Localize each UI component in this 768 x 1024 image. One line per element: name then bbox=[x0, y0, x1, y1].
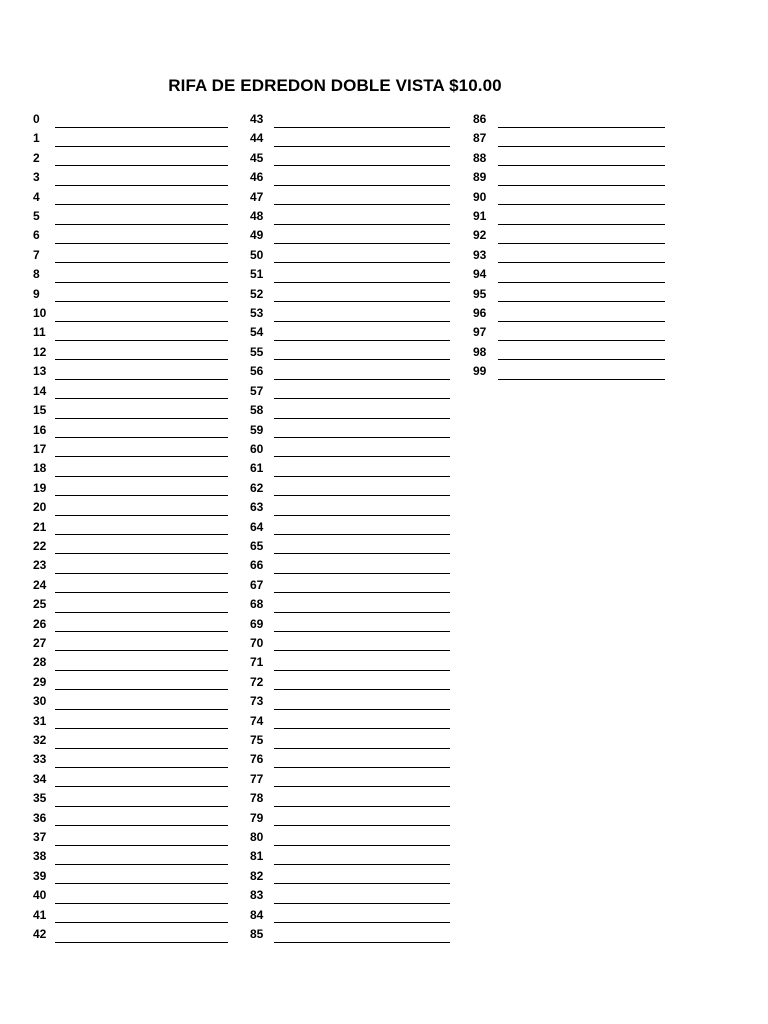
name-blank-line[interactable] bbox=[55, 592, 228, 593]
page-title: RIFA DE EDREDON DOBLE VISTA $10.00 bbox=[168, 76, 502, 95]
raffle-number: 27 bbox=[33, 635, 47, 650]
name-blank-line[interactable] bbox=[274, 340, 450, 341]
raffle-number: 1 bbox=[33, 131, 40, 146]
raffle-number: 29 bbox=[33, 674, 47, 689]
name-blank-line[interactable] bbox=[274, 806, 450, 807]
name-blank-line[interactable] bbox=[274, 185, 450, 186]
raffle-number: 64 bbox=[250, 519, 264, 534]
name-blank-line[interactable] bbox=[55, 922, 228, 923]
raffle-number: 72 bbox=[250, 674, 264, 689]
raffle-number: 32 bbox=[33, 733, 47, 747]
name-blank-line[interactable] bbox=[55, 845, 228, 846]
name-blank-line[interactable] bbox=[55, 903, 228, 904]
name-blank-line[interactable] bbox=[498, 282, 665, 283]
name-blank-line[interactable] bbox=[55, 748, 228, 749]
raffle-number: 11 bbox=[33, 325, 46, 340]
name-blank-line[interactable] bbox=[498, 185, 665, 186]
raffle-number: 18 bbox=[33, 461, 47, 476]
raffle-number: 7 bbox=[33, 247, 40, 262]
raffle-number: 74 bbox=[250, 713, 264, 728]
name-blank-line[interactable] bbox=[55, 728, 228, 729]
name-blank-line[interactable] bbox=[274, 670, 450, 671]
name-blank-line[interactable] bbox=[274, 573, 450, 574]
name-blank-line[interactable] bbox=[274, 709, 450, 710]
raffle-number: 89 bbox=[473, 170, 487, 185]
raffle-number: 15 bbox=[33, 403, 47, 418]
raffle-number: 9 bbox=[33, 286, 40, 301]
raffle-number: 94 bbox=[473, 267, 487, 282]
name-blank-line[interactable] bbox=[55, 456, 228, 457]
raffle-number: 57 bbox=[250, 383, 264, 398]
name-blank-line[interactable] bbox=[55, 379, 228, 380]
name-blank-line[interactable] bbox=[55, 127, 228, 128]
name-blank-line[interactable] bbox=[274, 165, 450, 166]
name-blank-line[interactable] bbox=[274, 301, 450, 302]
name-blank-line[interactable] bbox=[274, 748, 450, 749]
raffle-number: 22 bbox=[33, 538, 47, 553]
name-blank-line[interactable] bbox=[55, 321, 228, 322]
raffle-number: 19 bbox=[33, 480, 47, 495]
name-blank-line[interactable] bbox=[55, 398, 228, 399]
raffle-number: 80 bbox=[250, 830, 264, 845]
name-blank-line[interactable] bbox=[274, 728, 450, 729]
name-blank-line[interactable] bbox=[55, 709, 228, 710]
raffle-number: 17 bbox=[33, 441, 47, 456]
raffle-number: 10 bbox=[33, 306, 47, 321]
raffle-number: 5 bbox=[33, 209, 40, 224]
raffle-number: 55 bbox=[250, 344, 264, 359]
name-blank-line[interactable] bbox=[55, 476, 228, 477]
raffle-number: 59 bbox=[250, 422, 264, 437]
raffle-number: 39 bbox=[33, 868, 47, 883]
name-blank-line[interactable] bbox=[55, 359, 228, 360]
raffle-number: 4 bbox=[33, 189, 40, 204]
name-blank-line[interactable] bbox=[274, 650, 450, 651]
raffle-number: 45 bbox=[250, 150, 264, 165]
raffle-number: 2 bbox=[33, 150, 40, 165]
raffle-number: 78 bbox=[250, 791, 264, 806]
name-blank-line[interactable] bbox=[274, 592, 450, 593]
raffle-number: 24 bbox=[33, 577, 47, 592]
name-blank-line[interactable] bbox=[55, 146, 228, 147]
name-blank-line[interactable] bbox=[55, 573, 228, 574]
name-blank-line[interactable] bbox=[274, 786, 450, 787]
raffle-number: 21 bbox=[33, 519, 47, 534]
name-blank-line[interactable] bbox=[55, 883, 228, 884]
name-blank-line[interactable] bbox=[274, 689, 450, 690]
name-blank-line[interactable] bbox=[55, 495, 228, 496]
raffle-number: 86 bbox=[473, 112, 487, 126]
raffle-number: 75 bbox=[250, 733, 264, 747]
name-blank-line[interactable] bbox=[274, 515, 450, 516]
raffle-number: 69 bbox=[250, 616, 264, 631]
raffle-number: 35 bbox=[33, 791, 47, 806]
raffle-number: 54 bbox=[250, 325, 264, 340]
raffle-number: 49 bbox=[250, 228, 264, 243]
name-blank-line[interactable] bbox=[274, 437, 450, 438]
name-blank-line[interactable] bbox=[55, 515, 228, 516]
raffle-number: 63 bbox=[250, 500, 264, 515]
raffle-number: 43 bbox=[250, 112, 264, 126]
raffle-number: 90 bbox=[473, 189, 487, 204]
raffle-number: 96 bbox=[473, 306, 487, 321]
raffle-number: 51 bbox=[250, 267, 264, 282]
raffle-number: 33 bbox=[33, 752, 47, 767]
raffle-number: 83 bbox=[250, 888, 264, 903]
raffle-number: 98 bbox=[473, 344, 487, 359]
name-blank-line[interactable] bbox=[274, 767, 450, 768]
name-blank-line[interactable] bbox=[274, 282, 450, 283]
name-blank-line[interactable] bbox=[55, 243, 228, 244]
name-blank-line[interactable] bbox=[274, 146, 450, 147]
name-blank-line[interactable] bbox=[55, 185, 228, 186]
name-blank-line[interactable] bbox=[274, 845, 450, 846]
raffle-number: 99 bbox=[473, 364, 487, 379]
name-blank-line[interactable] bbox=[274, 398, 450, 399]
name-blank-line[interactable] bbox=[274, 883, 450, 884]
name-blank-line[interactable] bbox=[274, 379, 450, 380]
raffle-number: 79 bbox=[250, 810, 264, 825]
raffle-number: 95 bbox=[473, 286, 487, 301]
name-blank-line[interactable] bbox=[274, 359, 450, 360]
name-blank-line[interactable] bbox=[55, 942, 228, 943]
raffle-number: 56 bbox=[250, 364, 264, 379]
name-blank-line[interactable] bbox=[274, 903, 450, 904]
raffle-number: 25 bbox=[33, 597, 47, 612]
raffle-number: 6 bbox=[33, 228, 40, 243]
raffle-number: 73 bbox=[250, 694, 264, 709]
name-blank-line[interactable] bbox=[498, 301, 665, 302]
name-blank-line[interactable] bbox=[274, 204, 450, 205]
name-blank-line[interactable] bbox=[498, 262, 665, 263]
raffle-number: 47 bbox=[250, 189, 264, 204]
raffle-number: 66 bbox=[250, 558, 264, 573]
raffle-number: 58 bbox=[250, 403, 264, 418]
name-blank-line[interactable] bbox=[498, 321, 665, 322]
name-blank-line[interactable] bbox=[274, 942, 450, 943]
raffle-number: 67 bbox=[250, 577, 264, 592]
name-blank-line[interactable] bbox=[274, 262, 450, 263]
raffle-number: 97 bbox=[473, 325, 487, 340]
name-blank-line[interactable] bbox=[55, 553, 228, 554]
raffle-number: 12 bbox=[33, 344, 47, 359]
name-blank-line[interactable] bbox=[55, 864, 228, 865]
raffle-number: 31 bbox=[33, 713, 47, 728]
name-blank-line[interactable] bbox=[274, 456, 450, 457]
raffle-number: 40 bbox=[33, 888, 47, 903]
name-blank-line[interactable] bbox=[274, 922, 450, 923]
name-blank-line[interactable] bbox=[55, 631, 228, 632]
name-blank-line[interactable] bbox=[274, 127, 450, 128]
raffle-number: 93 bbox=[473, 247, 487, 262]
name-blank-line[interactable] bbox=[55, 786, 228, 787]
name-blank-line[interactable] bbox=[55, 282, 228, 283]
name-blank-line[interactable] bbox=[274, 321, 450, 322]
name-blank-line[interactable] bbox=[55, 670, 228, 671]
name-blank-line[interactable] bbox=[55, 418, 228, 419]
raffle-number: 84 bbox=[250, 907, 264, 922]
name-blank-line[interactable] bbox=[55, 650, 228, 651]
raffle-number: 65 bbox=[250, 538, 264, 553]
raffle-number: 30 bbox=[33, 694, 47, 709]
raffle-number: 88 bbox=[473, 150, 487, 165]
raffle-number: 23 bbox=[33, 558, 47, 573]
raffle-number: 38 bbox=[33, 849, 47, 864]
name-blank-line[interactable] bbox=[498, 127, 665, 128]
raffle-number: 60 bbox=[250, 441, 264, 456]
raffle-number: 3 bbox=[33, 170, 40, 185]
raffle-number: 85 bbox=[250, 927, 264, 942]
raffle-number: 92 bbox=[473, 228, 487, 243]
raffle-number: 16 bbox=[33, 422, 47, 437]
name-blank-line[interactable] bbox=[498, 379, 665, 380]
raffle-number: 91 bbox=[473, 209, 487, 224]
name-blank-line[interactable] bbox=[55, 825, 228, 826]
raffle-number: 81 bbox=[250, 849, 264, 864]
raffle-number: 8 bbox=[33, 267, 40, 282]
name-blank-line[interactable] bbox=[498, 243, 665, 244]
raffle-number: 46 bbox=[250, 170, 264, 185]
name-blank-line[interactable] bbox=[55, 165, 228, 166]
raffle-number: 42 bbox=[33, 927, 47, 942]
raffle-number: 77 bbox=[250, 771, 264, 786]
name-blank-line[interactable] bbox=[498, 359, 665, 360]
name-blank-line[interactable] bbox=[274, 534, 450, 535]
name-blank-line[interactable] bbox=[498, 224, 665, 225]
name-blank-line[interactable] bbox=[274, 864, 450, 865]
name-blank-line[interactable] bbox=[55, 767, 228, 768]
name-blank-line[interactable] bbox=[274, 612, 450, 613]
raffle-number: 87 bbox=[473, 131, 487, 146]
name-blank-line[interactable] bbox=[274, 224, 450, 225]
raffle-number: 0 bbox=[33, 112, 40, 126]
name-blank-line[interactable] bbox=[55, 437, 228, 438]
raffle-number: 41 bbox=[33, 907, 47, 922]
name-blank-line[interactable] bbox=[274, 825, 450, 826]
raffle-number: 36 bbox=[33, 810, 47, 825]
raffle-number: 48 bbox=[250, 209, 264, 224]
name-blank-line[interactable] bbox=[274, 553, 450, 554]
raffle-number: 61 bbox=[250, 461, 264, 476]
raffle-number: 76 bbox=[250, 752, 264, 767]
raffle-number: 44 bbox=[250, 131, 264, 146]
name-blank-line[interactable] bbox=[274, 418, 450, 419]
name-blank-line[interactable] bbox=[274, 243, 450, 244]
raffle-number: 53 bbox=[250, 306, 264, 321]
name-blank-line[interactable] bbox=[55, 340, 228, 341]
name-blank-line[interactable] bbox=[55, 806, 228, 807]
name-blank-line[interactable] bbox=[55, 224, 228, 225]
raffle-number: 62 bbox=[250, 480, 264, 495]
name-blank-line[interactable] bbox=[55, 689, 228, 690]
name-blank-line[interactable] bbox=[55, 534, 228, 535]
name-blank-line[interactable] bbox=[498, 340, 665, 341]
name-blank-line[interactable] bbox=[498, 204, 665, 205]
raffle-number: 70 bbox=[250, 635, 264, 650]
name-blank-line[interactable] bbox=[498, 165, 665, 166]
name-blank-line[interactable] bbox=[55, 262, 228, 263]
raffle-number: 71 bbox=[250, 655, 264, 670]
raffle-number: 68 bbox=[250, 597, 264, 612]
raffle-number: 52 bbox=[250, 286, 264, 301]
raffle-number: 34 bbox=[33, 771, 47, 786]
name-blank-line[interactable] bbox=[274, 495, 450, 496]
name-blank-line[interactable] bbox=[55, 612, 228, 613]
name-blank-line[interactable] bbox=[274, 476, 450, 477]
raffle-number: 50 bbox=[250, 247, 264, 262]
raffle-number: 13 bbox=[33, 364, 47, 379]
name-blank-line[interactable] bbox=[498, 146, 665, 147]
name-blank-line[interactable] bbox=[55, 301, 228, 302]
name-blank-line[interactable] bbox=[55, 204, 228, 205]
raffle-number: 28 bbox=[33, 655, 47, 670]
raffle-number: 14 bbox=[33, 383, 47, 398]
raffle-number: 37 bbox=[33, 830, 47, 845]
raffle-number: 82 bbox=[250, 868, 264, 883]
raffle-number: 20 bbox=[33, 500, 47, 515]
raffle-number: 26 bbox=[33, 616, 47, 631]
name-blank-line[interactable] bbox=[274, 631, 450, 632]
